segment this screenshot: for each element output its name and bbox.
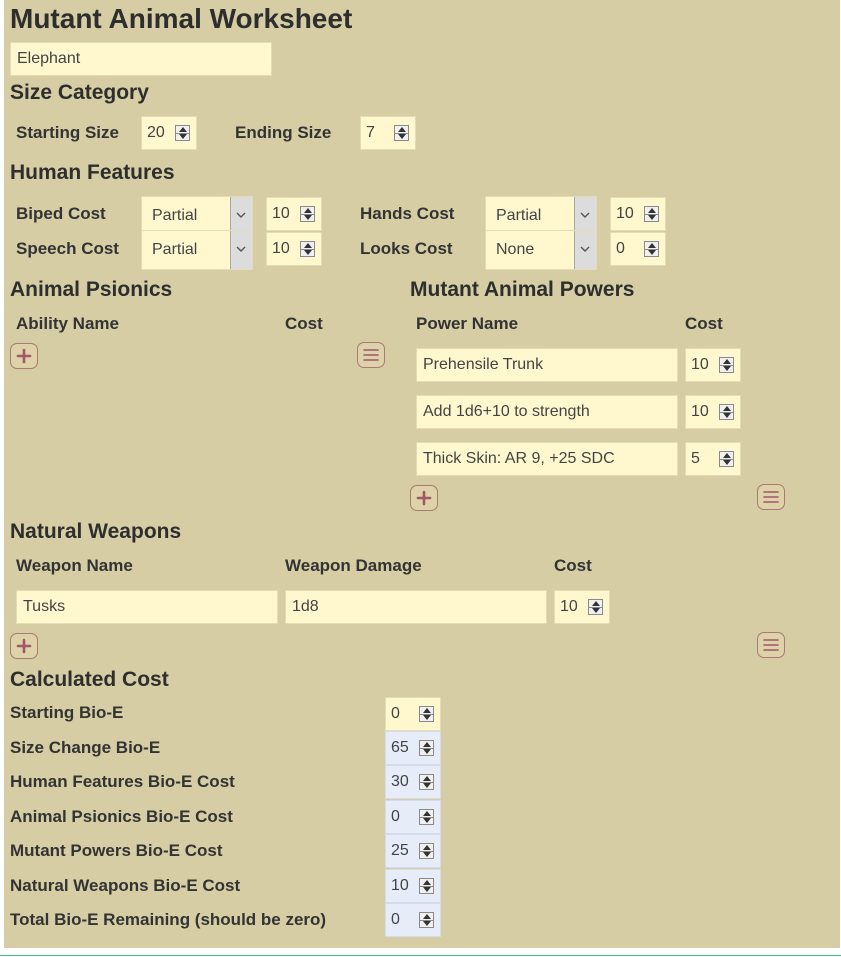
weapon-name-header: Weapon Name	[16, 556, 133, 575]
chevron-down-icon	[230, 231, 252, 269]
weapon-cost-header: Cost	[554, 556, 592, 575]
size-change-bio-e-label: Size Change Bio-E	[10, 738, 161, 757]
ending-size-input[interactable]: 7	[360, 116, 416, 150]
mutant-powers-bio-e-label: Mutant Powers Bio-E Cost	[10, 841, 223, 860]
calculated-cost-heading: Calculated Cost	[10, 668, 169, 691]
power-cost-input[interactable]: 5	[685, 442, 741, 476]
spinner-arrows-icon	[419, 843, 434, 859]
hands-cost-label: Hands Cost	[360, 204, 455, 223]
add-psionic-button[interactable]	[10, 343, 38, 369]
spinner-arrows-icon[interactable]	[719, 451, 734, 467]
mutant-powers-heading: Mutant Animal Powers	[410, 278, 635, 301]
weapon-damage-input[interactable]: 1d8	[285, 590, 547, 624]
starting-size-label: Starting Size	[16, 123, 119, 142]
ending-size-label: Ending Size	[235, 123, 332, 142]
power-name-header: Power Name	[416, 314, 519, 333]
weapon-cost-input[interactable]: 10	[554, 590, 610, 624]
weapon-name-input[interactable]: Tusks	[16, 590, 278, 624]
powers-menu-button[interactable]	[757, 484, 785, 510]
power-cost-header: Cost	[685, 314, 723, 333]
looks-cost-input[interactable]: 0	[610, 232, 666, 266]
spinner-arrows-icon[interactable]	[644, 241, 659, 257]
spinner-arrows-icon	[419, 774, 434, 790]
psionics-cost-header: Cost	[285, 314, 323, 333]
hands-select[interactable]: Partial	[485, 196, 597, 236]
spinner-arrows-icon[interactable]	[175, 125, 190, 141]
weapons-menu-button[interactable]	[757, 632, 785, 658]
hamburger-menu-icon	[358, 343, 384, 367]
human-features-bio-e-label: Human Features Bio-E Cost	[10, 772, 235, 791]
power-name-input[interactable]: Add 1d6+10 to strength	[416, 395, 678, 429]
total-bio-e-remaining-label: Total Bio-E Remaining (should be zero)	[10, 910, 327, 929]
starting-bio-e-input[interactable]: 0	[385, 697, 441, 731]
natural-weapons-bio-e-output: 10	[385, 869, 441, 903]
spinner-arrows-icon[interactable]	[300, 206, 315, 222]
biped-select[interactable]: Partial	[141, 196, 253, 236]
add-weapon-button[interactable]	[10, 633, 38, 659]
power-name-input[interactable]: Prehensile Trunk	[416, 348, 678, 382]
spinner-arrows-icon[interactable]	[300, 241, 315, 257]
speech-select[interactable]: Partial	[141, 230, 253, 270]
natural-weapons-bio-e-label: Natural Weapons Bio-E Cost	[10, 876, 241, 895]
weapon-damage-header: Weapon Damage	[285, 556, 422, 575]
hamburger-menu-icon	[758, 485, 784, 509]
hamburger-menu-icon	[758, 633, 784, 657]
animal-psionics-bio-e-output: 0	[385, 800, 441, 834]
hands-cost-input[interactable]: 10	[610, 197, 666, 231]
spinner-arrows-icon[interactable]	[394, 125, 409, 141]
animal-psionics-heading: Animal Psionics	[10, 278, 173, 301]
animal-psionics-bio-e-label: Animal Psionics Bio-E Cost	[10, 807, 233, 826]
looks-cost-label: Looks Cost	[360, 239, 453, 258]
plus-icon	[411, 486, 437, 510]
starting-bio-e-label: Starting Bio-E	[10, 703, 124, 722]
chevron-down-icon	[574, 231, 596, 269]
animal-name-input[interactable]: Elephant	[10, 42, 272, 76]
looks-select[interactable]: None	[485, 230, 597, 270]
starting-size-input[interactable]: 20	[141, 116, 197, 150]
biped-cost-input[interactable]: 10	[266, 197, 322, 231]
speech-cost-input[interactable]: 10	[266, 232, 322, 266]
biped-cost-label: Biped Cost	[16, 204, 106, 223]
psionics-ability-name-header: Ability Name	[16, 314, 119, 333]
add-power-button[interactable]	[410, 485, 438, 511]
human-features-heading: Human Features	[10, 161, 175, 184]
plus-icon	[11, 344, 37, 368]
spinner-arrows-icon	[419, 740, 434, 756]
spinner-arrows-icon[interactable]	[588, 599, 603, 615]
psionics-menu-button[interactable]	[357, 342, 385, 368]
page-title: Mutant Animal Worksheet	[10, 3, 353, 34]
size-change-bio-e-output: 65	[385, 731, 441, 765]
power-name-input[interactable]: Thick Skin: AR 9, +25 SDC	[416, 442, 678, 476]
spinner-arrows-icon[interactable]	[719, 357, 734, 373]
mutant-powers-bio-e-output: 25	[385, 834, 441, 868]
spinner-arrows-icon	[419, 878, 434, 894]
size-category-heading: Size Category	[10, 81, 149, 104]
power-cost-input[interactable]: 10	[685, 395, 741, 429]
power-cost-input[interactable]: 10	[685, 348, 741, 382]
bottom-divider	[0, 955, 841, 956]
spinner-arrows-icon[interactable]	[419, 706, 434, 722]
spinner-arrows-icon[interactable]	[719, 404, 734, 420]
human-features-bio-e-output: 30	[385, 765, 441, 799]
speech-cost-label: Speech Cost	[16, 239, 119, 258]
natural-weapons-heading: Natural Weapons	[10, 520, 182, 543]
spinner-arrows-icon[interactable]	[644, 206, 659, 222]
spinner-arrows-icon	[419, 912, 434, 928]
plus-icon	[11, 634, 37, 658]
spinner-arrows-icon	[419, 809, 434, 825]
total-bio-e-remaining-output: 0	[385, 903, 441, 937]
